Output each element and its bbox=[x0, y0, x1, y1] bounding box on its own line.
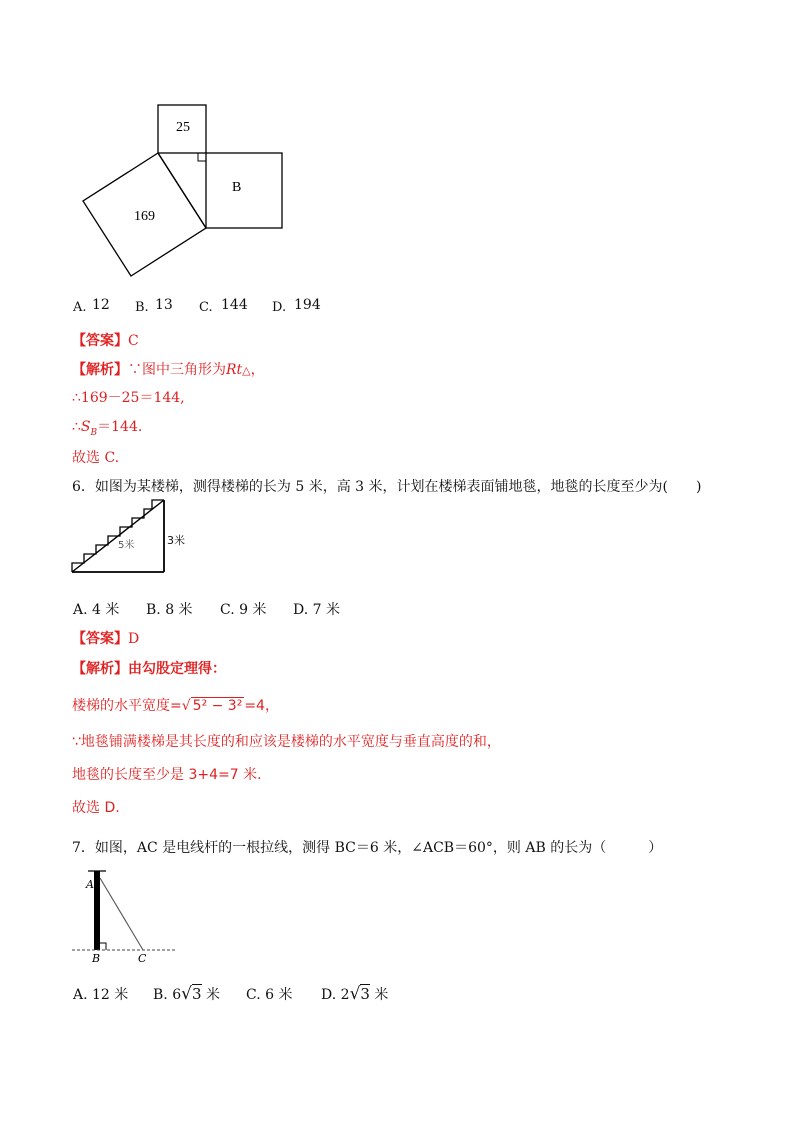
sqrt-sign: √ bbox=[349, 984, 361, 1004]
q6-width bbox=[72, 695, 279, 715]
q7-options bbox=[73, 984, 433, 1008]
label-a: A bbox=[86, 878, 94, 891]
label-169: 169 bbox=[134, 209, 155, 224]
radicand: 3 bbox=[191, 985, 202, 1003]
q6-question: 6．如图为某楼梯，测得楼梯的长为 5 米，高 3 米，计划在楼梯表面铺地毯，地毯的长度至少为( ) bbox=[72, 479, 702, 495]
coef: 2 bbox=[340, 987, 350, 1003]
label-c: C bbox=[138, 952, 147, 962]
q5-answer bbox=[72, 330, 139, 350]
triangle-hypotenuse bbox=[158, 153, 206, 228]
analysis-comma: ， bbox=[250, 362, 265, 378]
label-b: B bbox=[232, 180, 242, 195]
option-a: A. 4 米 bbox=[73, 602, 120, 618]
radicand: 3 bbox=[360, 985, 370, 1003]
q6-answer bbox=[72, 628, 139, 648]
option-c: C. 9 米 bbox=[220, 602, 267, 618]
q5-figure bbox=[75, 100, 290, 280]
option-c-letter: C. bbox=[199, 300, 213, 315]
width-result: =4， bbox=[244, 698, 279, 714]
sub-b: B bbox=[90, 427, 98, 438]
q6-analysis bbox=[72, 658, 226, 678]
q6-result: 地毯的长度至少是 3+4=7 米. bbox=[72, 767, 262, 783]
guy-wire bbox=[100, 878, 143, 950]
q5-sb bbox=[72, 416, 142, 438]
option-b-letter: B. bbox=[135, 300, 149, 315]
triangle-symbol: △ bbox=[242, 364, 251, 377]
square-b bbox=[206, 153, 282, 228]
option-a-value: 12 bbox=[92, 297, 110, 313]
answer-value: D bbox=[128, 631, 140, 647]
right-angle-mark bbox=[198, 153, 206, 161]
option-b-value: 13 bbox=[155, 297, 173, 313]
pole bbox=[94, 871, 100, 950]
s-symbol: S bbox=[80, 419, 91, 435]
answer-value: C bbox=[128, 333, 139, 349]
option-a-letter: A. bbox=[73, 300, 87, 315]
sqrt-content: 5² − 3² bbox=[192, 698, 243, 714]
q6-reason: ∵地毯铺满楼梯是其长度的和应该是楼梯的水平宽度与垂直高度的和， bbox=[72, 734, 501, 750]
option-a: A. 12 米 bbox=[73, 987, 129, 1003]
q5-analysis bbox=[72, 359, 265, 379]
option-c-value: 144 bbox=[221, 297, 248, 313]
q6-figure bbox=[70, 496, 195, 576]
option-d-letter: D. bbox=[272, 300, 287, 315]
label-3m: 3米 bbox=[167, 534, 185, 547]
q5-calc: ∴169－25＝144, bbox=[72, 390, 185, 406]
unit: 米 bbox=[374, 987, 389, 1003]
answer-tag: 【答案】 bbox=[72, 631, 128, 647]
analysis-text: 由勾股定理得： bbox=[128, 661, 226, 677]
option-d-value: 194 bbox=[294, 297, 321, 313]
option-b: B. 8 米 bbox=[146, 602, 193, 618]
sqrt-sign: √ bbox=[181, 984, 192, 1004]
right-angle-mark bbox=[100, 943, 106, 950]
q7-figure bbox=[70, 866, 180, 962]
label-5m: 5米 bbox=[118, 540, 135, 551]
label-25: 25 bbox=[176, 120, 190, 135]
width-prefix: 楼梯的水平宽度= bbox=[72, 698, 182, 714]
option-b: B. 6√3 米 bbox=[153, 984, 220, 1004]
option-d: D. 7 米 bbox=[293, 602, 340, 618]
label-b: B bbox=[92, 952, 101, 962]
sb-eq: ＝144 bbox=[97, 419, 138, 435]
analysis-tag: 【解析】 bbox=[72, 661, 128, 677]
option-c: C. 6 米 bbox=[246, 987, 293, 1003]
unit: 米 bbox=[205, 987, 220, 1003]
coef: 6 bbox=[172, 987, 182, 1003]
q7-question: 7．如图，AC 是电线杆的一根拉线，测得 BC＝6 米，∠ACB＝60°，则 AB 的长为（ ） bbox=[72, 840, 663, 856]
analysis-tag: 【解析】 bbox=[72, 362, 128, 378]
therefore-symbol: ∴ bbox=[72, 419, 81, 435]
option-d: D. 2√3 米 bbox=[321, 984, 389, 1004]
sqrt-sign: √ bbox=[181, 698, 191, 714]
sb-end: . bbox=[137, 419, 143, 435]
rt-symbol: Rt bbox=[226, 362, 243, 378]
q6-choose: 故选 D. bbox=[72, 800, 120, 816]
answer-tag: 【答案】 bbox=[72, 333, 128, 349]
analysis-text: ∵图中三角形为 bbox=[128, 362, 226, 378]
q5-choose: 故选 C. bbox=[72, 450, 120, 466]
